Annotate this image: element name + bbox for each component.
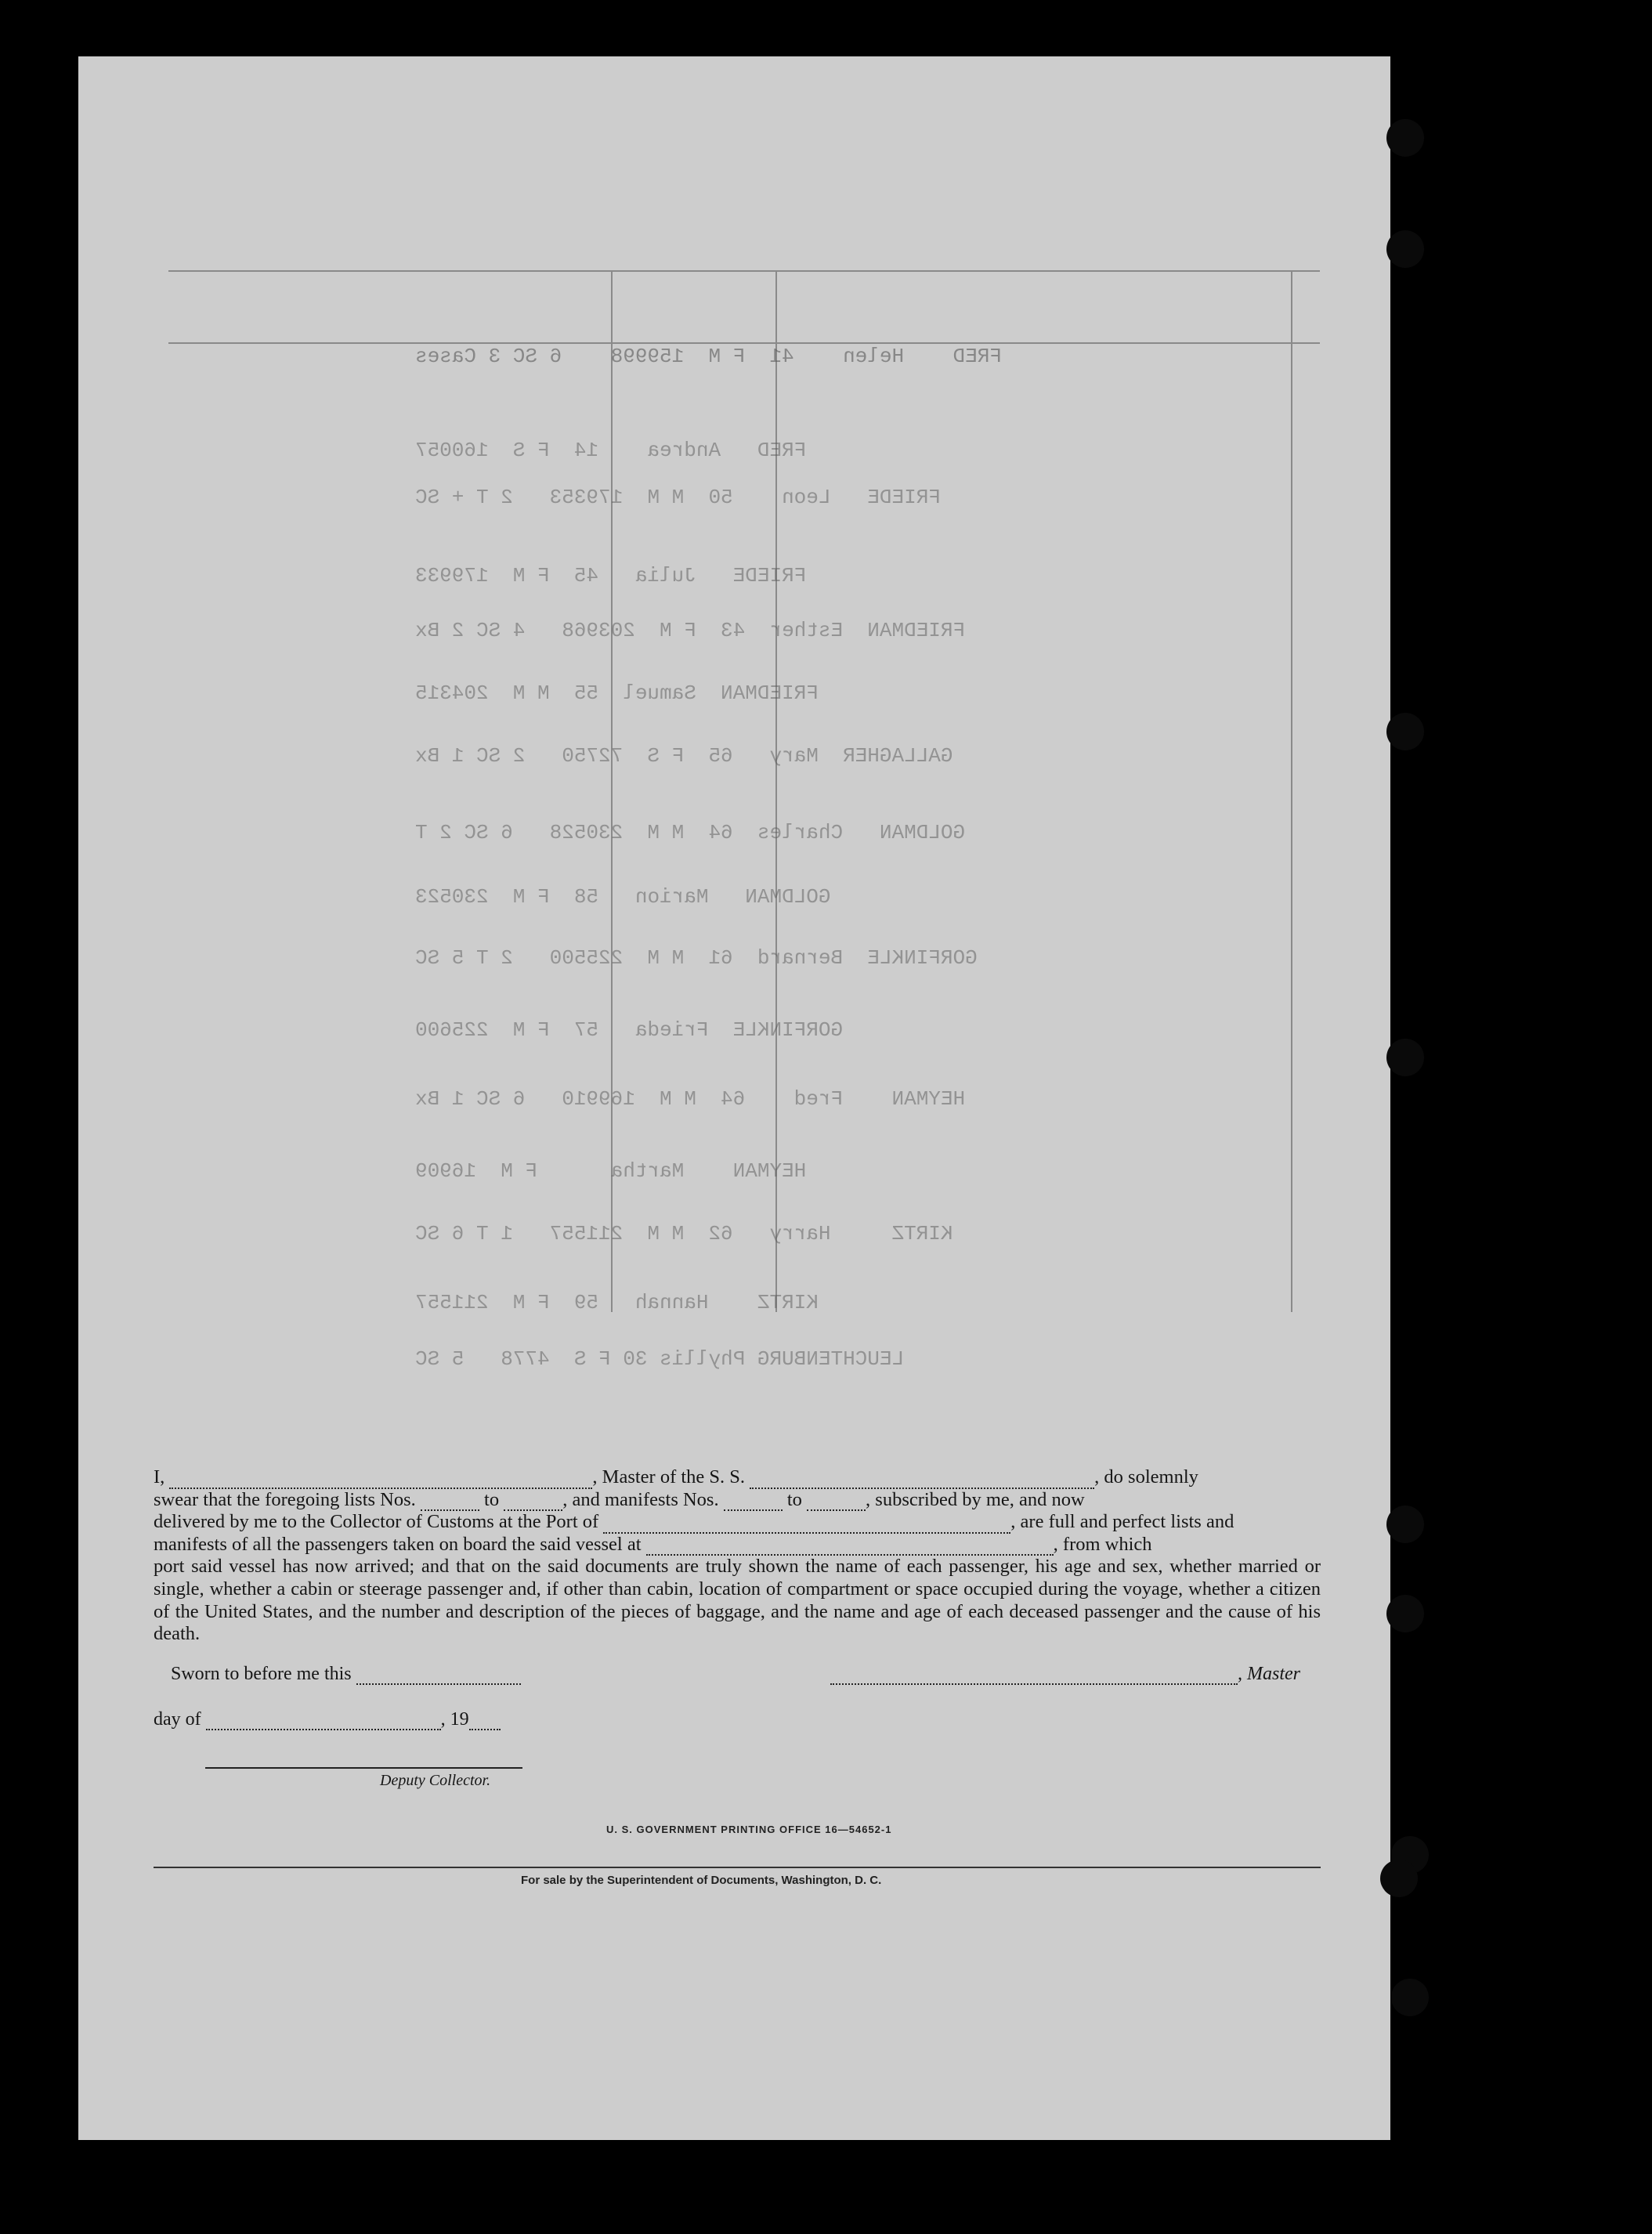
manifest-to-blank xyxy=(807,1497,866,1511)
vessel-name-blank xyxy=(750,1475,1094,1489)
bleed-through-text: GORFINKLE Bernard 61 M M 225500 2 T 5 SC xyxy=(415,946,978,970)
punch-hole xyxy=(1386,1595,1424,1632)
bleed-through-text: HEYMAN Fred 64 M M 169910 6 SC 1 Bx xyxy=(415,1087,966,1111)
punch-hole xyxy=(1386,230,1424,268)
column-rule xyxy=(611,270,613,1312)
oath-text: delivered by me to the Collector of Customs at the Port of xyxy=(154,1511,599,1533)
printing-office-note: U. S. GOVERNMENT PRINTING OFFICE 16—54652-1 xyxy=(606,1824,892,1835)
oath-text: , do solemnly xyxy=(1094,1466,1198,1488)
oath-paragraph xyxy=(154,1466,1321,1646)
sale-note: For sale by the Superintendent of Documents, Washington, D. C. xyxy=(521,1874,882,1887)
sworn-label: Sworn to before me this xyxy=(171,1664,352,1684)
oath-line-4 xyxy=(154,1534,1321,1556)
oath-line-3 xyxy=(154,1511,1321,1534)
oath-text: , Master of the S. S. xyxy=(592,1466,746,1488)
list-from-blank xyxy=(421,1497,479,1511)
manifest-from-blank xyxy=(724,1497,783,1511)
oath-line-1 xyxy=(154,1466,1321,1489)
day-of-row xyxy=(154,1709,501,1730)
deputy-signature-line xyxy=(205,1767,522,1769)
table-header-rule xyxy=(168,270,1320,272)
sworn-row xyxy=(171,1664,521,1685)
bleed-through-text: FRIEDMAN Esther 43 F M 203968 4 SC 2 Bx xyxy=(415,619,966,642)
master-label: , Master xyxy=(1238,1664,1300,1684)
master-name-blank xyxy=(169,1475,592,1489)
bleed-through-text: FRIEDMAN Samuel 55 M M 204315 xyxy=(415,681,819,705)
bleed-through-text: GOLDMAN Marion 58 F M 230523 xyxy=(415,885,831,909)
punch-hole xyxy=(1386,1039,1424,1076)
oath-text: , are full and perfect lists and xyxy=(1010,1511,1234,1533)
oath-text: , and manifests Nos. xyxy=(562,1488,719,1510)
bleed-through-text: GOLDMAN Charles 64 M M 230528 6 SC 2 T xyxy=(415,821,966,844)
year-label: , 19 xyxy=(440,1709,469,1730)
bleed-through-text: LEUCHTENBURG Phyllis 30 F S 4778 5 SC xyxy=(415,1347,905,1371)
oath-text: , subscribed by me, and now xyxy=(866,1488,1085,1510)
bleed-through-text: HEYMAN Martha F M 16909 xyxy=(415,1159,807,1183)
embark-port-blank xyxy=(646,1542,1054,1556)
bleed-through-text: FRIEDE Julia 45 F M 179933 xyxy=(415,564,807,587)
deputy-collector-label: Deputy Collector. xyxy=(380,1772,491,1789)
oath-line-2 xyxy=(154,1489,1321,1512)
punch-hole xyxy=(1386,713,1424,750)
bleed-through-text: FRED Andrea 14 F S 160057 xyxy=(415,439,807,462)
bleed-through-text: GORFINKLE Frieda 57 F M 225600 xyxy=(415,1018,844,1042)
punch-hole xyxy=(1380,1860,1418,1897)
oath-text: to xyxy=(786,1488,802,1510)
bleed-through-text: GALLAGHER Mary 65 F S 72750 2 SC 1 Bx xyxy=(415,744,953,768)
master-row xyxy=(830,1664,1300,1685)
bleed-through-text: KIRTZ Hannah 59 F M 211557 xyxy=(415,1291,819,1314)
column-rule xyxy=(775,270,777,1312)
day-of-label: day of xyxy=(154,1709,201,1730)
list-to-blank xyxy=(504,1497,562,1511)
punch-hole xyxy=(1386,119,1424,157)
oath-text: swear that the foregoing lists Nos. xyxy=(154,1488,416,1510)
column-rule xyxy=(1291,270,1292,1312)
year-blank xyxy=(469,1716,501,1730)
oath-body: port said vessel has now arrived; and that on the said documents are truly shown the name of each passenger, his age and sex, whether married or single, whether a cabin or steerage passenger and, if other than cabin, location of compartment or space occupied during the voyage, whether a citizen of the United States, and the number and description of the pieces of baggage, and the name and age of each deceased passenger and the cause of his death. xyxy=(154,1556,1321,1645)
month-blank xyxy=(206,1716,441,1730)
punch-hole xyxy=(1391,1979,1429,2016)
oath-text: I, xyxy=(154,1466,165,1488)
bleed-through-text: KIRTZ Harry 62 M M 211557 1 T 6 SC xyxy=(415,1222,953,1245)
oath-text: to xyxy=(484,1488,500,1510)
oath-text: manifests of all the passengers taken on board the said vessel at xyxy=(154,1533,642,1555)
bleed-through-text: FRED Helen 41 F M 159998 6 SC 3 Cases xyxy=(415,345,1002,368)
master-signature-blank xyxy=(830,1671,1238,1685)
oath-text: , from which xyxy=(1053,1533,1152,1555)
bleed-through-text: FRIEDE Leon 50 M M 179353 2 T + SC xyxy=(415,486,941,509)
punch-hole xyxy=(1386,1506,1424,1543)
footer-rule xyxy=(154,1867,1321,1868)
sworn-date-blank xyxy=(356,1671,521,1685)
table-header-rule-2 xyxy=(168,342,1320,344)
port-blank xyxy=(603,1520,1010,1534)
